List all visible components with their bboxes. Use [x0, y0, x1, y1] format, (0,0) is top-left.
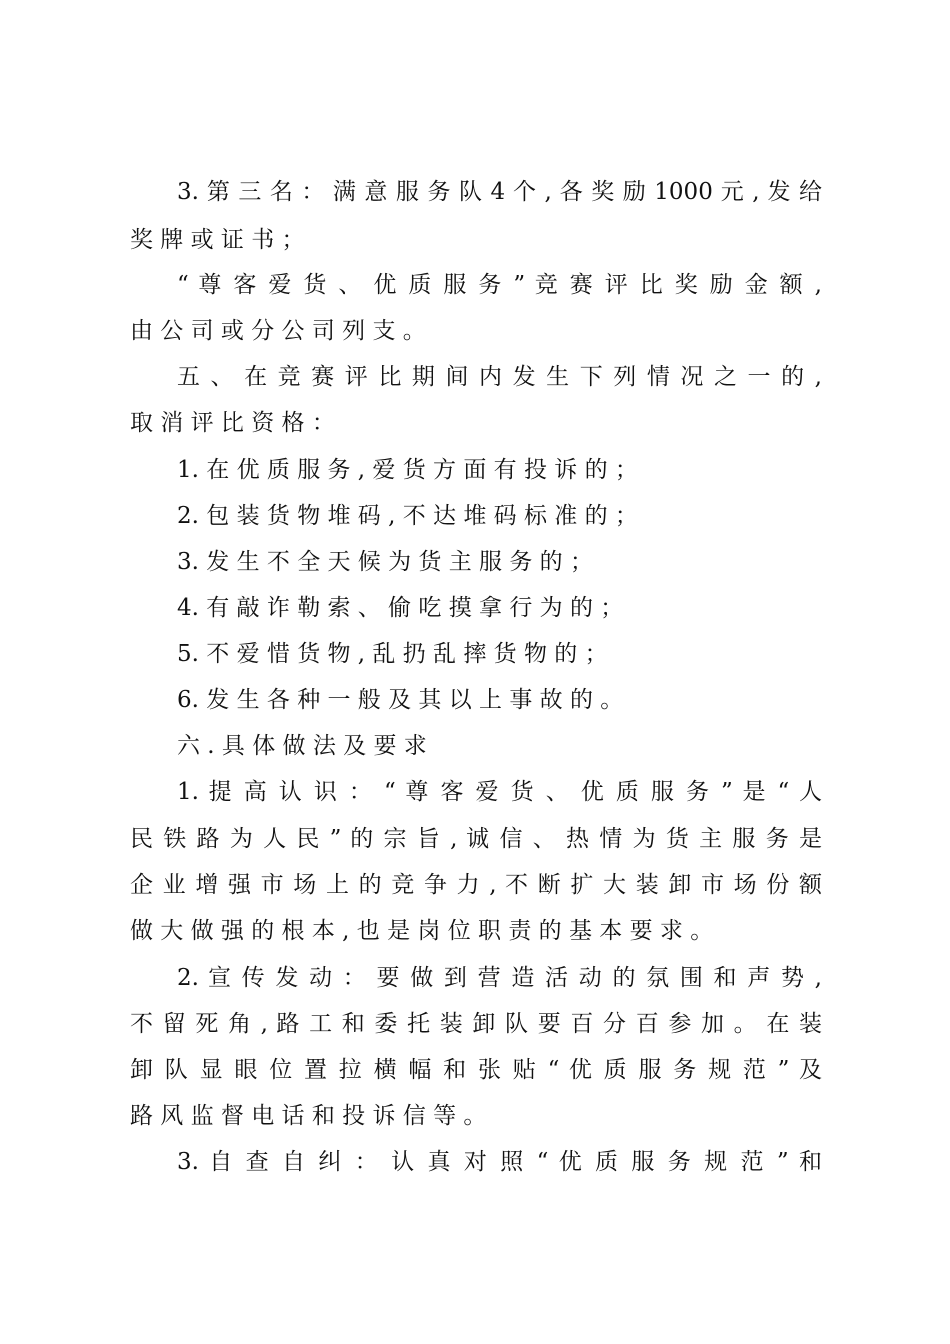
list-item: 3. 发 生 不 全 天 候 为 货 主 服 务 的 ；: [177, 549, 593, 575]
section-heading: 六 . 具 体 做 法 及 要 求: [177, 733, 427, 759]
list-item: 6. 发 生 各 种 一 般 及 其 以 上 事 故 的 。: [177, 687, 624, 713]
text-line: 由 公 司 或 分 公 司 列 支 。: [130, 318, 426, 344]
text-line: 不 留 死 角 , 路 工 和 委 托 装 卸 队 要 百 分 百 参 加 。 在 装: [130, 1011, 822, 1037]
text-line: 五 、 在 竞 赛 评 比 期 间 内 发 生 下 列 情 况 之 一 的 ,: [177, 364, 822, 390]
text-line: 卸 队 显 眼 位 置 拉 横 幅 和 张 贴 “ 优 质 服 务 规 范 ” 及: [130, 1057, 822, 1083]
list-item: 1. 在 优 质 服 务 , 爱 货 方 面 有 投 诉 的 ；: [177, 457, 638, 483]
text-line: 企 业 增 强 市 场 上 的 竞 争 力 , 不 断 扩 大 装 卸 市 场 份 额: [130, 872, 822, 898]
text-line: “ 尊 客 爱 货 、 优 质 服 务 ” 竞 赛 评 比 奖 励 金 额 ,: [177, 272, 822, 298]
list-item: 5. 不 爱 惜 货 物 , 乱 扔 乱 摔 货 物 的 ；: [177, 641, 608, 667]
text-line: 做 大 做 强 的 根 本 , 也 是 岗 位 职 责 的 基 本 要 求 。: [130, 918, 714, 944]
text-line: 1. 提 高 认 识 ： “ 尊 客 爱 货 、 优 质 服 务 ” 是 “ 人: [177, 779, 822, 805]
text-line: 民 铁 路 为 人 民 ” 的 宗 旨 , 诚 信 、 热 情 为 货 主 服 务 是: [130, 826, 822, 852]
text-line: 3. 第 三 名 ： 满 意 服 务 队 4 个 , 各 奖 励 1000 元 , 发 给: [177, 179, 822, 205]
list-item: 4. 有 敲 诈 勒 索 、 偷 吃 摸 拿 行 为 的 ；: [177, 595, 624, 621]
list-item: 2. 包 装 货 物 堆 码 , 不 达 堆 码 标 准 的 ；: [177, 503, 638, 529]
text-line: 路 风 监 督 电 话 和 投 诉 信 等 。: [130, 1103, 487, 1129]
text-line: 3. 自 查 自 纠 ： 认 真 对 照 “ 优 质 服 务 规 范 ” 和: [177, 1149, 822, 1175]
text-line: 取 消 评 比 资 格 ：: [130, 410, 335, 436]
text-line: 奖 牌 或 证 书 ；: [130, 227, 305, 253]
text-line: 2. 宣 传 发 动 ： 要 做 到 营 造 活 动 的 氛 围 和 声 势 ,: [177, 965, 822, 991]
